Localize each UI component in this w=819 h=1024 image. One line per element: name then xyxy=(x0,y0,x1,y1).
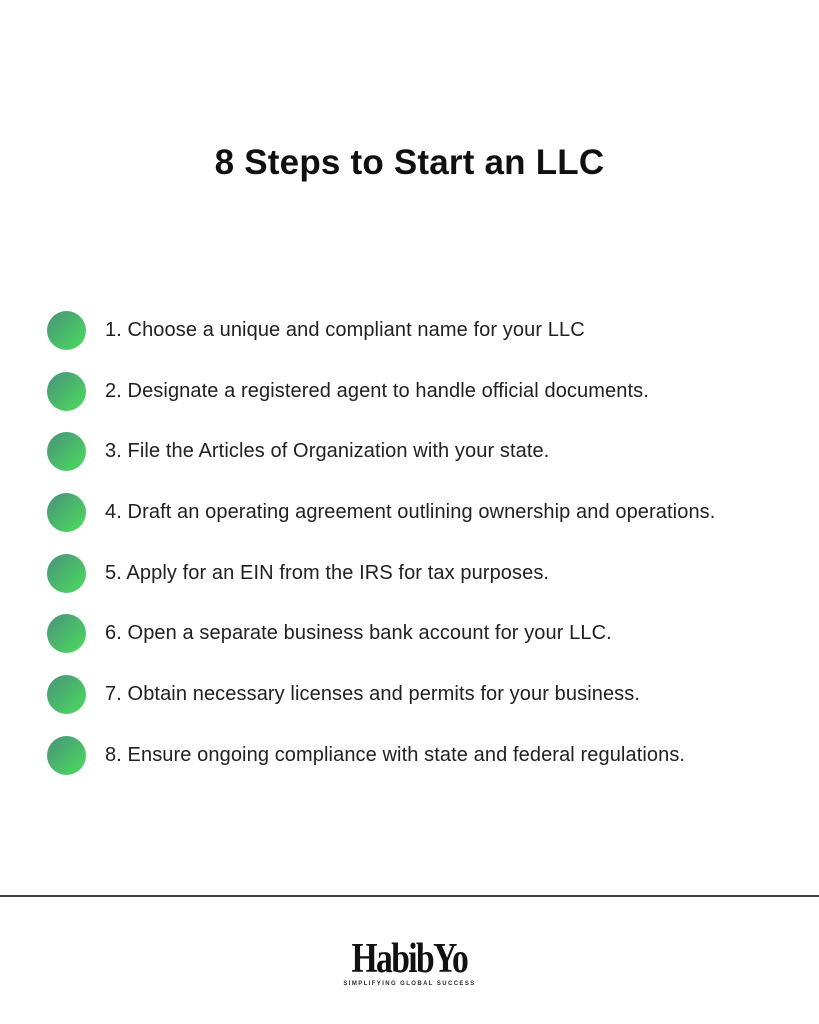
step-text: 8. Ensure ongoing compliance with state and federal regulations. xyxy=(105,743,686,766)
step-text: 2. Designate a registered agent to handle official documents. xyxy=(105,379,649,402)
list-item xyxy=(47,675,809,714)
list-item xyxy=(47,554,809,593)
list-item xyxy=(47,493,809,532)
list-item xyxy=(47,432,809,471)
list-item xyxy=(47,614,809,653)
step-text: 5. Apply for an EIN from the IRS for tax purposes. xyxy=(105,561,550,584)
step-text: 6. Open a separate business bank account for your LLC. xyxy=(105,622,612,645)
step-bullet-icon xyxy=(47,432,86,471)
steps-list xyxy=(47,311,809,797)
step-bullet-icon xyxy=(47,675,86,714)
list-item xyxy=(47,372,809,411)
list-item xyxy=(47,311,809,350)
step-bullet-icon xyxy=(47,736,86,775)
footer-divider xyxy=(0,895,819,897)
step-text: 1. Choose a unique and compliant name for your LLC xyxy=(105,319,585,341)
list-item xyxy=(47,736,809,775)
step-bullet-icon xyxy=(47,554,86,593)
step-text: 7. Obtain necessary licenses and permits for your business. xyxy=(105,683,641,706)
step-bullet-icon xyxy=(47,614,86,653)
step-text: 4. Draft an operating agreement outlining ownership and operations. xyxy=(105,501,716,524)
brand-tagline: SIMPLIFYING GLOBAL SUCCESS xyxy=(343,981,476,987)
step-text: 3. File the Articles of Organization with your state. xyxy=(105,440,550,463)
brand-name: HabibYo xyxy=(351,936,468,982)
footer-logo xyxy=(0,938,819,987)
page-title: 8 Steps to Start an LLC xyxy=(214,143,605,182)
step-bullet-icon xyxy=(47,311,86,350)
step-bullet-icon xyxy=(47,372,86,411)
step-bullet-icon xyxy=(47,493,86,532)
